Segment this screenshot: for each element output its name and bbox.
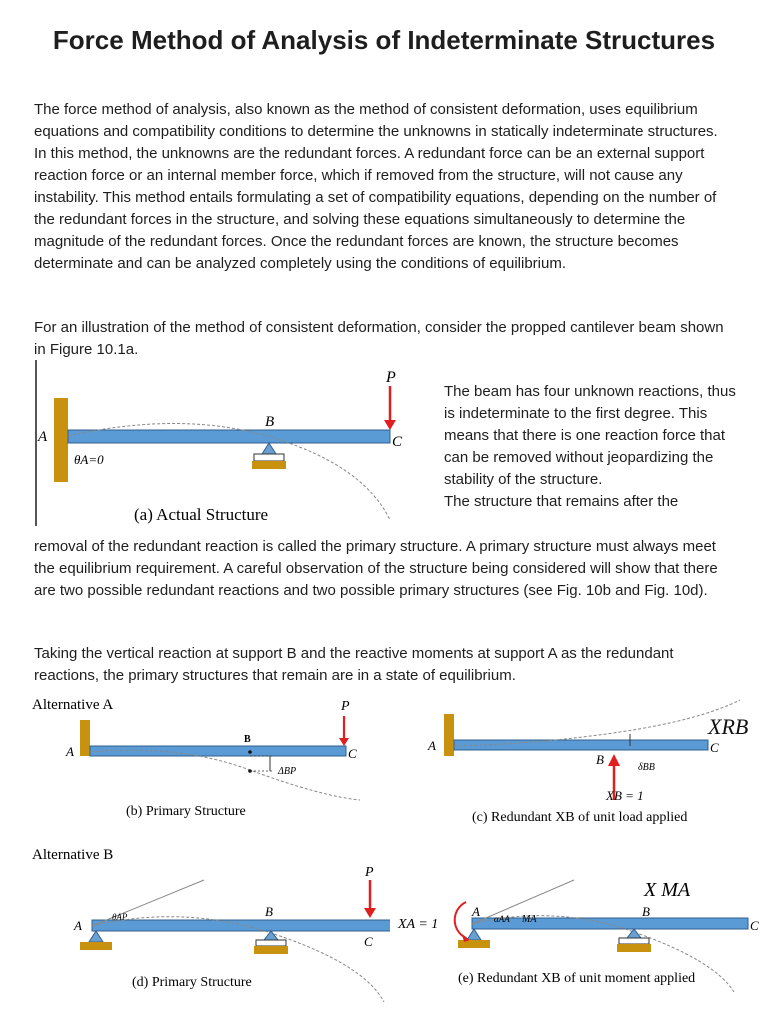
roller-base	[254, 454, 284, 461]
label-C: C	[364, 934, 373, 949]
figure-a-actual-structure	[34, 360, 440, 532]
roller-support	[264, 931, 278, 940]
unit-load-label: XB = 1	[606, 788, 644, 803]
label-A: A	[428, 738, 436, 753]
roller-support	[262, 443, 276, 454]
load-arrow-head	[364, 908, 376, 918]
handwritten-note: XRB	[708, 714, 749, 739]
unit-moment-arc	[455, 902, 466, 938]
label-A: A	[74, 918, 82, 933]
beam	[92, 920, 390, 931]
figure-a-caption: (a) Actual Structure	[134, 505, 269, 524]
label-P: P	[365, 865, 374, 880]
label-B: B	[596, 752, 604, 767]
pin-support	[89, 931, 103, 942]
figure-d-primary-structure	[34, 862, 390, 1002]
point-b	[248, 750, 252, 754]
alternative-b-heading: Alternative B	[32, 847, 114, 863]
theta-ap-label: θAP	[112, 912, 128, 922]
roller-ground	[252, 461, 286, 469]
continuation-paragraph: removal of the redundant reaction is called the primary structure. A primary structure must always meet the equilibrium requirement. A careful observation of the structure being considered will show that there are two possible redundant reactions and two possible primary structures (see Fig. 10b and Fig. 10d).	[34, 538, 718, 599]
unit-load-arrow-head	[608, 754, 620, 766]
tangent-line	[92, 880, 204, 926]
fixed-support-wall	[80, 720, 90, 756]
handwritten-note: X MA	[644, 879, 691, 901]
label-A: A	[472, 904, 480, 919]
beam	[90, 746, 346, 756]
illustration-paragraph: For an illustration of the method of consistent deformation, consider the propped cantilever beam shown in Figure 10.1a.	[34, 319, 724, 358]
page-title: Force Method of Analysis of Indeterminate Structures	[52, 25, 716, 55]
label-B: B	[642, 904, 650, 919]
label-P: P	[341, 699, 350, 714]
delta-bp-label: ΔBP	[278, 766, 297, 777]
roller-support	[627, 929, 641, 938]
figure-b-primary-structure	[60, 694, 380, 826]
side-paragraph	[444, 381, 744, 513]
label-C: C	[710, 740, 719, 755]
theta-note: θA=0	[74, 452, 104, 467]
label-B: B	[265, 904, 273, 919]
pin-support	[467, 929, 481, 940]
fixed-support-wall	[54, 398, 68, 482]
figure-e-redundant-unit-moment	[394, 862, 768, 1002]
beam	[454, 740, 708, 750]
roller-base	[619, 938, 649, 944]
label-C: C	[392, 434, 403, 450]
figure-d-caption: (d) Primary Structure	[132, 975, 252, 990]
pin-ground	[458, 940, 490, 948]
roller-ground	[617, 944, 651, 952]
delta-bb-label: δBB	[638, 762, 655, 773]
label-A: A	[66, 744, 74, 759]
roller-ground	[254, 946, 288, 954]
side-text-2: The structure that remains after the	[444, 493, 679, 510]
intro-paragraph: The force method of analysis, also known as the method of consistent deformation, uses equilibrium equations and compatibility conditions to determine the unknowns in statically indeterminate structures. In this method, the unknowns are the redundant forces. A redundant force can be an external support reaction force or an internal member force, which if removed from the structure, will not cause any instability. This method entails formulating a set of compatibility equations, depending on the number of the redundant forces in the structure, and solving these equations simultaneously to determine the magnitude of the redundant forces. Once the redundant forces are known, the structure becomes determinate and can be analyzed completely using the conditions of equilibrium.	[34, 101, 718, 272]
pin-ground	[80, 942, 112, 950]
handwritten-ma: MA	[522, 914, 537, 925]
alternative-a-heading: Alternative A	[32, 697, 114, 713]
fixed-support-wall	[444, 714, 454, 756]
load-arrow-head	[384, 420, 396, 430]
figure-c-redundant-unit-load	[420, 694, 760, 828]
side-text-1: The beam has four unknown reactions, thus is indeterminate to the first degree. This means that there is one reaction force that can be removed without jeopardizing the stability of the structure.	[444, 383, 736, 488]
deflected-shape	[454, 700, 740, 746]
redundants-paragraph: Taking the vertical reaction at support B and the reactive moments at support A as the redundant reactions, the primary structures that remain are in a state of equilibrium.	[34, 645, 674, 684]
beam	[472, 918, 748, 929]
figure-c-caption: (c) Redundant XB of unit load applied	[472, 810, 688, 825]
unit-moment-label: XA = 1	[398, 917, 439, 932]
label-B: B	[244, 734, 251, 745]
deflected-shape	[90, 750, 360, 800]
alternative-b-heading-svg	[30, 842, 170, 864]
label-A: A	[38, 429, 48, 445]
label-P: P	[386, 369, 396, 386]
label-B: B	[265, 414, 275, 430]
roller-base	[256, 940, 286, 946]
figure-e-caption: (e) Redundant XB of unit moment applied	[458, 971, 696, 986]
alpha-aa-label: αAA	[494, 914, 510, 924]
label-C: C	[750, 918, 759, 933]
label-C: C	[348, 746, 357, 761]
beam	[68, 430, 390, 443]
figure-b-caption: (b) Primary Structure	[126, 804, 246, 819]
load-arrow-head	[339, 738, 349, 746]
